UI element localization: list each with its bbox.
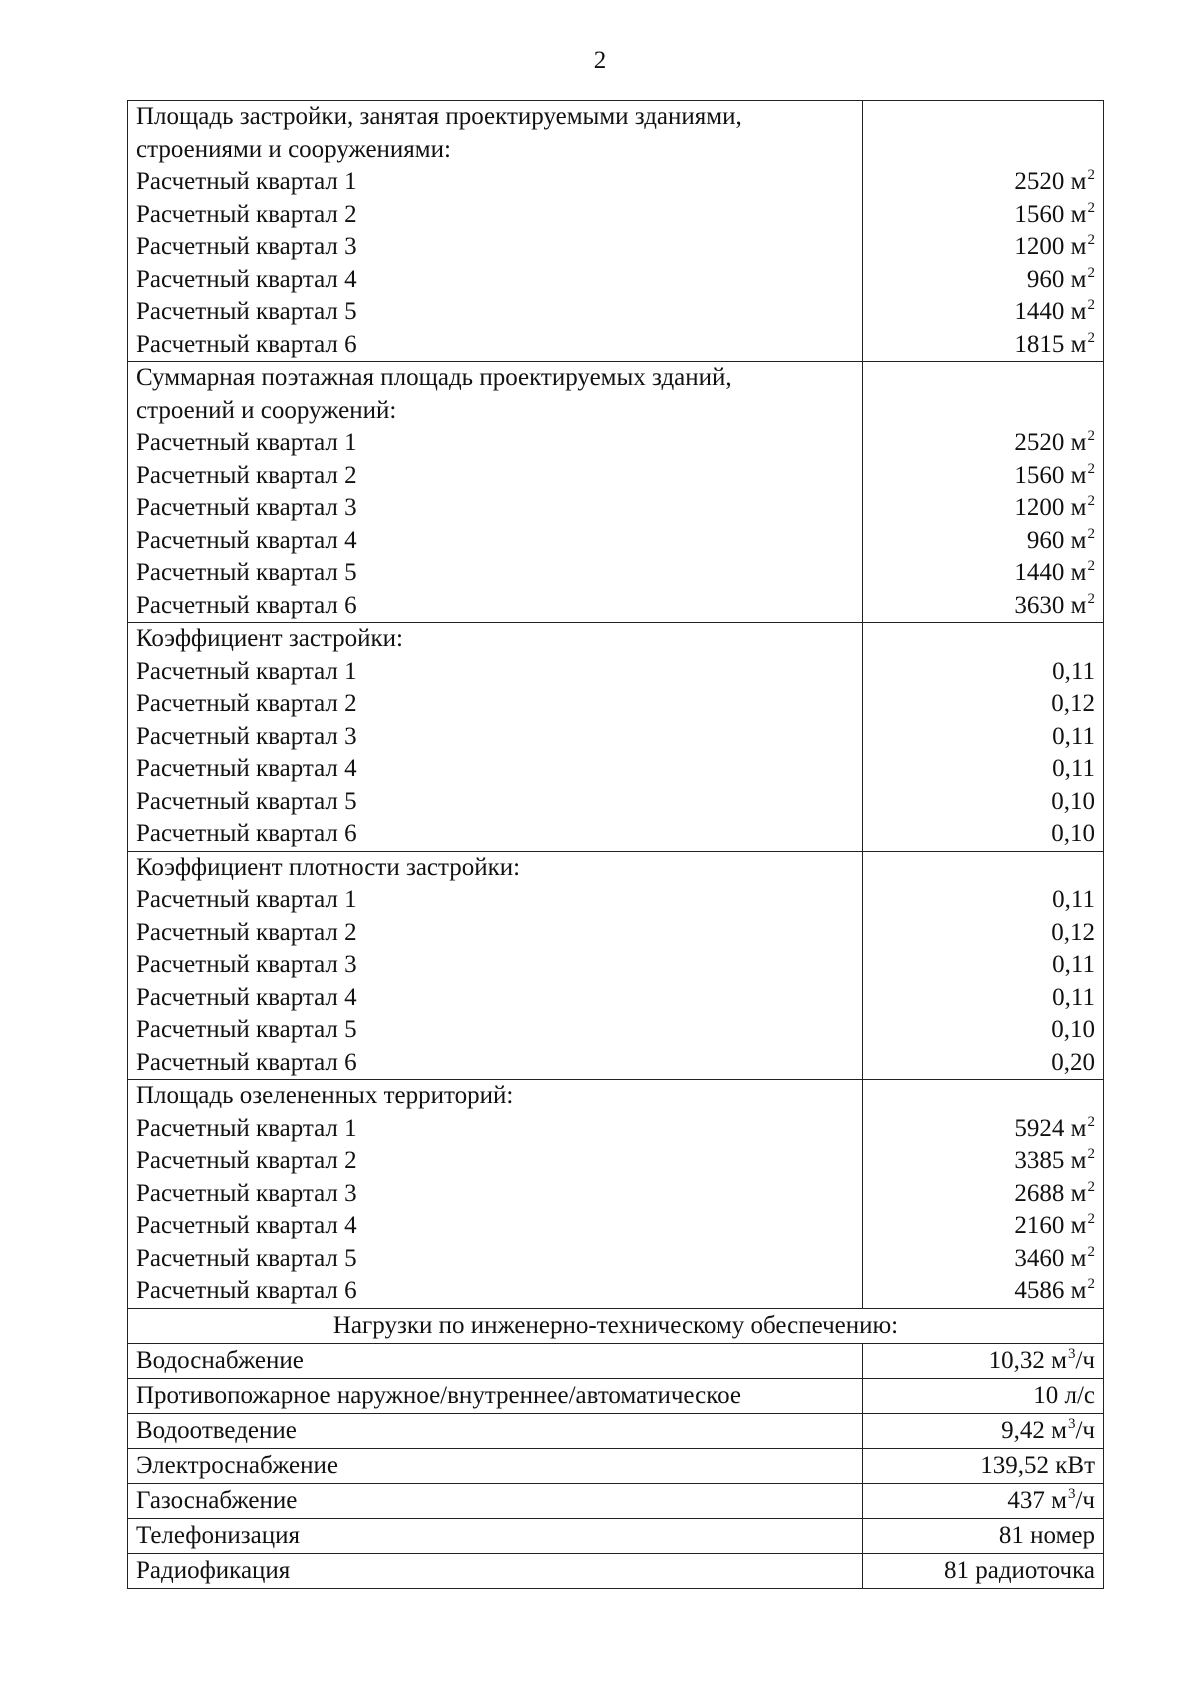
quarter-value [871, 688, 1095, 721]
quarter-label: Расчетный квартал 3 [136, 233, 357, 260]
load-value [863, 1553, 1104, 1588]
unit-exponent: 3 [1067, 1485, 1076, 1502]
section-value-cell [863, 623, 1104, 852]
quarter-label: Расчетный квартал 4 [136, 265, 357, 293]
quarter-label: Расчетный квартал 1 [136, 168, 357, 195]
value-text: 81 радиоточка [943, 1556, 1095, 1584]
quarter-value [871, 917, 1095, 950]
quarter-label: Расчетный квартал 3 [136, 951, 357, 978]
section-row [128, 101, 1104, 362]
page-number: 2 [593, 47, 607, 74]
load-label: Газоснабжение [128, 1483, 863, 1518]
section-heading-line: строений и сооружений: [136, 396, 397, 424]
quarter-value [871, 1014, 1095, 1047]
quarter-label: Расчетный квартал 3 [136, 494, 357, 521]
value-text: 2160 м [1014, 1212, 1087, 1239]
quarter-label: Расчетный квартал 2 [136, 1147, 357, 1174]
section-label-cell [128, 101, 863, 362]
section-label-cell [128, 851, 863, 1080]
value-text: 2520 м [1014, 429, 1087, 456]
quarter-label: Расчетный квартал 1 [136, 429, 357, 456]
quarter-value [871, 818, 1095, 851]
section-value-cell [863, 1080, 1104, 1309]
quarter-value [871, 199, 1095, 232]
load-label: Водоотведение [128, 1413, 863, 1448]
section-value-cell [863, 362, 1104, 623]
quarter-label: Расчетный квартал 4 [136, 526, 357, 554]
section-heading-line: Площадь застройки, занятая проектируемыми зданиями, [136, 103, 742, 130]
unit-exponent: 2 [1087, 199, 1095, 216]
quarter-label: Расчетный квартал 6 [136, 1277, 357, 1304]
load-row [128, 1518, 1104, 1553]
indicators-table-body [128, 101, 1104, 1589]
section-heading-line: Площадь озелененных территорий: [136, 1082, 514, 1109]
value-spacer [871, 852, 1095, 885]
unit-exponent: 2 [1087, 525, 1095, 542]
quarter-value [871, 1178, 1095, 1211]
section-value-cell [863, 851, 1104, 1080]
value-text: 1560 м [1014, 200, 1087, 228]
value-text: 0,11 [1052, 886, 1095, 913]
section-heading-line: Коэффициент плотности застройки: [136, 853, 521, 881]
unit-exponent: 2 [1087, 558, 1095, 574]
quarter-label: Расчетный квартал 5 [136, 298, 357, 325]
load-value [863, 1378, 1104, 1413]
unit-exponent: 2 [1087, 1211, 1095, 1227]
quarter-value [871, 557, 1095, 590]
value-text: 81 номер [998, 1521, 1095, 1549]
section-label-cell [128, 1080, 863, 1309]
quarter-label: Расчетный квартал 4 [136, 755, 357, 782]
value-text: 3460 м [1014, 1244, 1087, 1272]
quarter-label: Расчетный квартал 6 [136, 1048, 357, 1076]
quarter-label: Расчетный квартал 5 [136, 787, 357, 815]
quarter-value [871, 656, 1095, 689]
unit-exponent: 2 [1087, 1243, 1095, 1260]
load-value [863, 1343, 1104, 1378]
quarter-label: Расчетный квартал 1 [136, 1114, 357, 1142]
unit-suffix: /ч [1075, 1416, 1095, 1444]
quarter-label: Расчетный квартал 4 [136, 1212, 357, 1239]
value-text: 0,12 [1051, 690, 1095, 717]
quarter-value [871, 492, 1095, 525]
load-row [128, 1343, 1104, 1378]
quarter-label: Расчетный квартал 6 [136, 591, 357, 619]
section-heading-line: Суммарная поэтажная площадь проектируемых зданий, [136, 364, 732, 391]
quarter-value [871, 329, 1095, 362]
section-label-cell [128, 362, 863, 623]
value-text: 5924 м [1014, 1114, 1087, 1142]
quarter-label: Расчетный квартал 1 [136, 886, 357, 913]
section-row [128, 362, 1104, 623]
quarter-value [871, 1145, 1095, 1178]
value-spacer [871, 101, 1095, 134]
unit-exponent: 2 [1087, 264, 1095, 281]
value-text: 0,10 [1051, 1016, 1095, 1043]
quarter-label: Расчетный квартал 2 [136, 690, 357, 717]
quarter-label: Расчетный квартал 4 [136, 983, 357, 1011]
unit-exponent: 2 [1087, 428, 1095, 444]
value-text: 3385 м [1014, 1147, 1087, 1174]
value-text: 0,20 [1051, 1048, 1095, 1076]
section-row [128, 1080, 1104, 1309]
quarter-value [871, 982, 1095, 1015]
unit-exponent: 2 [1087, 493, 1095, 509]
value-text: 1560 м [1014, 461, 1087, 489]
unit-exponent: 2 [1087, 1113, 1095, 1130]
unit-exponent: 2 [1087, 1146, 1095, 1162]
loads-heading: Нагрузки по инженерно-техническому обеспечению: [128, 1308, 1104, 1343]
load-row [128, 1413, 1104, 1448]
unit-exponent: 2 [1087, 590, 1095, 607]
unit-suffix: /ч [1075, 1486, 1095, 1514]
value-text: 10,32 м [988, 1346, 1067, 1374]
load-value [863, 1413, 1104, 1448]
load-label: Противопожарное наружное/внутреннее/автоматическое [128, 1378, 863, 1413]
load-row [128, 1553, 1104, 1588]
quarter-label: Расчетный квартал 6 [136, 820, 357, 847]
unit-exponent: 3 [1067, 1345, 1076, 1362]
value-spacer [871, 623, 1095, 656]
value-text: 0,12 [1051, 918, 1095, 946]
load-row [128, 1448, 1104, 1483]
quarter-value [871, 166, 1095, 199]
value-spacer [871, 362, 1095, 395]
value-text: 0,11 [1052, 951, 1095, 978]
load-row [128, 1378, 1104, 1413]
unit-exponent: 2 [1087, 460, 1095, 477]
value-text: 0,10 [1051, 820, 1095, 847]
value-text: 139,52 кВт [980, 1451, 1095, 1479]
section-heading-line: Коэффициент застройки: [136, 625, 404, 652]
value-text: 0,11 [1052, 722, 1095, 750]
load-value [863, 1483, 1104, 1518]
value-text: 960 м [1026, 526, 1087, 554]
load-value [863, 1448, 1104, 1483]
load-label: Радиофикация [128, 1553, 863, 1588]
value-text: 10 л/с [1033, 1381, 1095, 1409]
load-value [863, 1518, 1104, 1553]
section-heading-line: строениями и сооружениями: [136, 135, 451, 163]
load-label: Водоснабжение [128, 1343, 863, 1378]
value-text: 960 м [1026, 265, 1087, 293]
value-text: 1200 м [1014, 494, 1087, 521]
value-spacer [871, 395, 1095, 428]
value-text: 1815 м [1014, 330, 1087, 358]
quarter-value [871, 264, 1095, 297]
value-text: 0,11 [1052, 755, 1095, 782]
unit-exponent: 2 [1087, 232, 1095, 248]
value-text: 2520 м [1014, 168, 1087, 195]
quarter-label: Расчетный квартал 2 [136, 461, 357, 489]
value-spacer [871, 1080, 1095, 1113]
load-label: Электроснабжение [128, 1448, 863, 1483]
unit-exponent: 2 [1087, 329, 1095, 346]
quarter-value [871, 460, 1095, 493]
quarter-label: Расчетный квартал 5 [136, 559, 357, 586]
quarter-value [871, 1243, 1095, 1276]
quarter-label: Расчетный квартал 3 [136, 1179, 357, 1207]
indicators-table [127, 100, 1104, 1589]
value-text: 9,42 м [1001, 1416, 1067, 1444]
unit-exponent: 2 [1087, 1178, 1095, 1195]
quarter-label: Расчетный квартал 2 [136, 200, 357, 228]
value-text: 0,11 [1052, 983, 1095, 1011]
load-row [128, 1483, 1104, 1518]
quarter-value [871, 753, 1095, 786]
value-text: 0,10 [1051, 787, 1095, 815]
quarter-value [871, 1113, 1095, 1146]
unit-exponent: 3 [1067, 1415, 1076, 1432]
value-text: 1200 м [1014, 233, 1087, 260]
quarter-value [871, 590, 1095, 623]
quarter-value [871, 1210, 1095, 1243]
section-row [128, 623, 1104, 852]
value-text: 437 м [1007, 1486, 1067, 1514]
quarter-label: Расчетный квартал 1 [136, 657, 357, 685]
quarter-value [871, 296, 1095, 329]
quarter-value [871, 231, 1095, 264]
value-text: 1440 м [1014, 298, 1087, 325]
unit-exponent: 2 [1087, 297, 1095, 313]
unit-exponent: 2 [1087, 1276, 1095, 1292]
loads-heading-row [128, 1308, 1104, 1343]
quarter-value [871, 884, 1095, 917]
quarter-value [871, 786, 1095, 819]
quarter-value [871, 1047, 1095, 1080]
quarter-label: Расчетный квартал 3 [136, 722, 357, 750]
value-text: 4586 м [1014, 1277, 1087, 1304]
unit-exponent: 2 [1087, 167, 1095, 183]
quarter-label: Расчетный квартал 6 [136, 330, 357, 358]
value-text: 2688 м [1014, 1179, 1087, 1207]
quarter-label: Расчетный квартал 2 [136, 918, 357, 946]
value-text: 3630 м [1014, 591, 1087, 619]
quarter-value [871, 721, 1095, 754]
quarter-value [871, 427, 1095, 460]
value-spacer [871, 134, 1095, 167]
section-value-cell [863, 101, 1104, 362]
quarter-label: Расчетный квартал 5 [136, 1244, 357, 1272]
section-label-cell [128, 623, 863, 852]
quarter-label: Расчетный квартал 5 [136, 1016, 357, 1043]
quarter-value [871, 949, 1095, 982]
value-text: 1440 м [1014, 559, 1087, 586]
value-text: 0,11 [1052, 657, 1095, 685]
section-row [128, 851, 1104, 1080]
unit-suffix: /ч [1075, 1346, 1095, 1374]
quarter-value [871, 525, 1095, 558]
load-label: Телефонизация [128, 1518, 863, 1553]
quarter-value [871, 1275, 1095, 1308]
